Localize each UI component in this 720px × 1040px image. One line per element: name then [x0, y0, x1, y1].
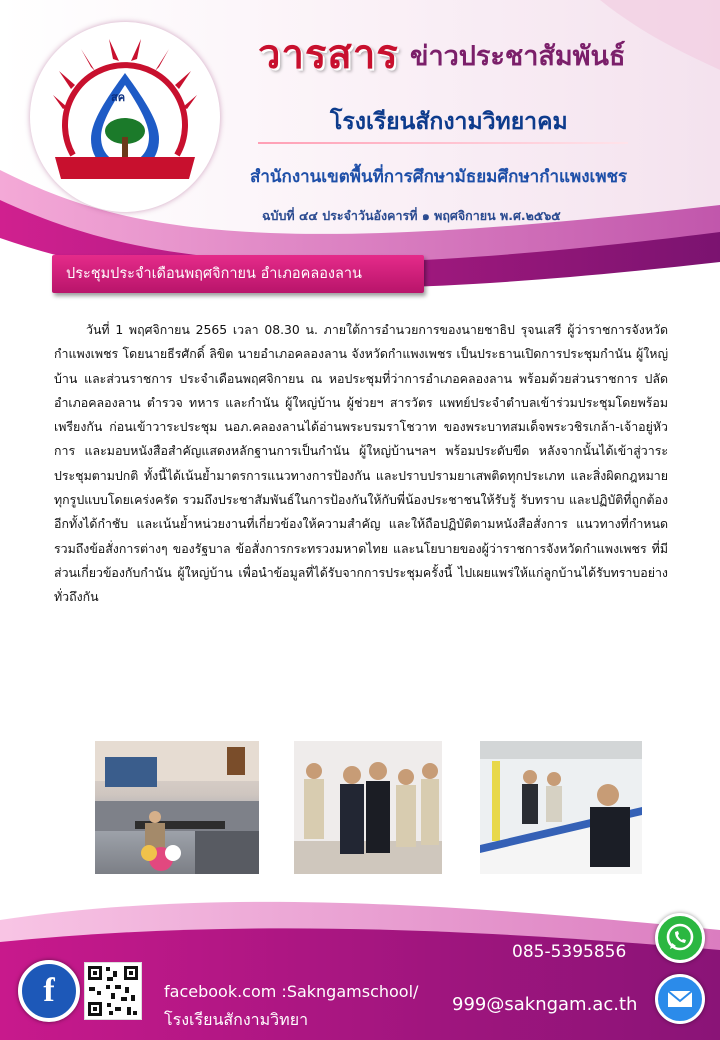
facebook-contact[interactable]: [164, 978, 418, 1034]
school-emblem-icon: [30, 22, 220, 212]
school-logo: [30, 22, 220, 212]
whatsapp-glyph: [658, 916, 702, 960]
meeting-hall-photo: [95, 741, 259, 874]
registration-desk-photo: [480, 741, 642, 874]
photo-illustration: [480, 741, 642, 874]
whatsapp-icon[interactable]: [655, 913, 705, 963]
qr-code-icon: [84, 962, 142, 1020]
title-divider: [258, 142, 628, 144]
article-body: [54, 318, 668, 610]
article-paragraph: วันที่ 1 พฤศจิกายน 2565 เวลา 08.30 น. ภายใต้การอำนวยการของนายชาธิป รุจนเสรี ผู้ว่าราชการจังหวัดกำแพงเพชร โดยนายธีรศักดิ์ ลิขิต นายอำเภอคลองลาน จังหวัดกำแพงเพชร เป็นประธานเปิดการประชุมกำนัน ผู้ใหญ่บ้าน และส่วนราชการ ประจำเดือนพฤศจิกายน ณ หอประชุมที่ว่าการอำเภอคลองลาน พร้อมด้วยส่วนราชการ ปลัดอำเภอคลองลาน ตำรวจ ทหาร และกำนัน ผู้ใหญ่บ้าน ผู้ช่วยฯ สารวัตร แพทย์ประจำตำบลเข้าร่วมประชุมโดยพร้อมเพรียงกัน ก่อนเข้าวาระประชุม นอภ.คลองลานได้อ่านพระบรมราโชวาท ของพระบาทสมเด็จพระวชิรเกล้า-เจ้าอยู่หัวการ และมอบหนังสือสำคัญแสดงหลักฐานการเป็นกำนัน ผู้ใหญ่บ้านฯลฯ พร้อมประดับขีด หลังจากนั้นได้เข้าสู่วาระประชุมตามปกติ ทั้งนี้ได้เน้นย้ำมาตรการแนวทางการป้องกัน และปราบปรามยาเสพติดทุกประเภท และสิ่งผิดกฎหมายทุกรูปแบบโดยเคร่งครัด รวมถึงประชาสัมพันธ์ในการป้องกันให้กับพี่น้องประชาชนให้รับรู้ รับทราบ และปฏิบัติที่ถูกต้อง อีกทั้งได้กำชับ และเน้นย้ำหน่วยงานที่เกี่ยวข้องให้ความสำคัญ และให้ถือปฏิบัติตามหนังสือสั่งการ แนวทางที่กำหนด รวมถึงข้อสั่งการต่างๆ ของรัฐบาล ข้อสั่งการกระทรวงมหาดไทย และนโยบายของผู้ว่าราชการจังหวัดกำแพงเพชร ที่มีส่วนเกี่ยวข้องกับกำนัน ผู้ใหญ่บ้าน เพื่อนำข้อมูลที่ได้รับจากการประชุมครั้งนี้ ไปเผยแพร่ให้แก่ลูกบ้านได้รับทราบอย่างทั่วถึงกัน: [54, 322, 668, 605]
newsletter-subtitle: ข่าวประชาสัมพันธ์: [410, 41, 626, 72]
photo-illustration: [95, 741, 259, 874]
mail-glyph: [658, 977, 702, 1021]
facebook-url[interactable]: facebook.com :Sakngamschool/: [164, 982, 419, 1001]
svg-text:สค: สค: [111, 91, 126, 104]
email-address[interactable]: 999@sakngam.ac.th: [452, 994, 638, 1015]
newsletter-title: วารสาร: [258, 32, 399, 78]
photo-illustration: [294, 741, 442, 874]
issue-line: ฉบับที่ ๔๔ ประจำวันอังคารที่ ๑ พฤศจิกายน พ.ศ.๒๕๖๕: [262, 208, 561, 223]
phone-number[interactable]: 085-5395856: [512, 942, 627, 962]
subject-banner: ประชุมประจำเดือนพฤศจิกายน อำเภอคลองลาน: [52, 255, 424, 293]
mail-icon[interactable]: [655, 974, 705, 1024]
facebook-icon[interactable]: f: [18, 960, 80, 1022]
school-name: โรงเรียนสักงามวิทยาคม: [330, 109, 568, 135]
officials-standing-photo: [294, 741, 442, 874]
facebook-page-name: โรงเรียนสักงามวิทยา: [164, 1010, 309, 1029]
office-name: สำนักงานเขตพื้นที่การศึกษามัธยมศึกษากำแพงเพชร: [250, 167, 628, 187]
qr-code-graphic: [85, 963, 141, 1019]
